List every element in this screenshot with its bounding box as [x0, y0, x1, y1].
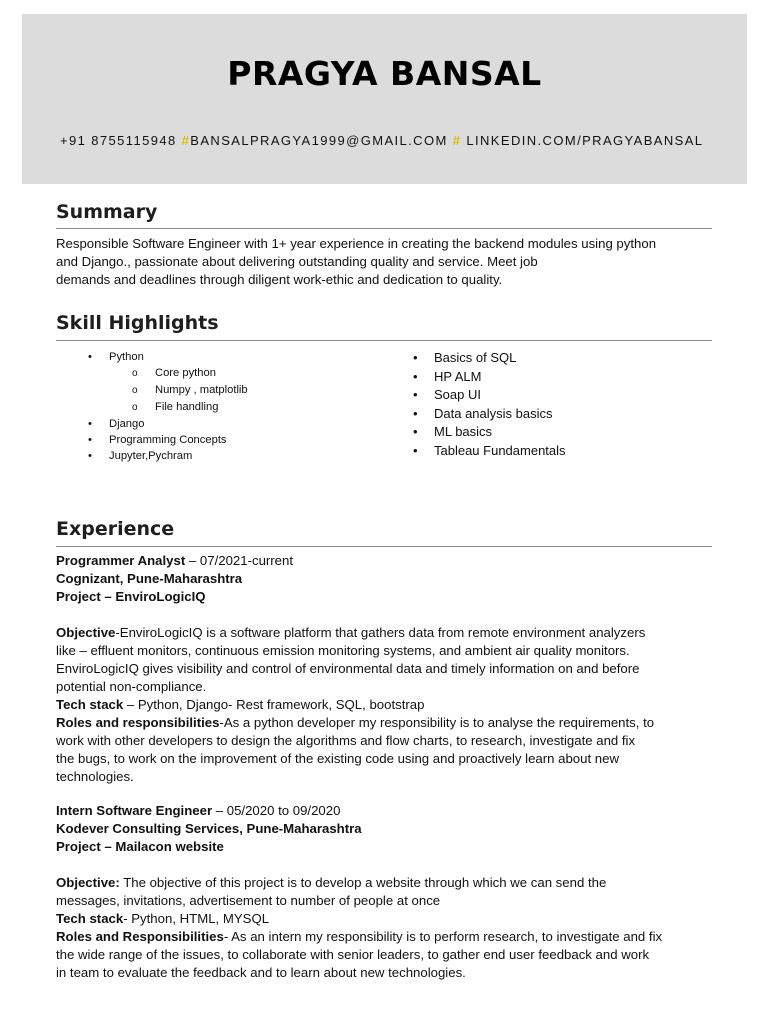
skill-item: • Basics of SQL — [413, 349, 566, 368]
summary-line: demands and deadlines through diligent work-ethic and dedication to quality. — [56, 272, 503, 287]
job-company: Kodever Consulting Services, Pune-Maharashtra — [56, 821, 362, 836]
job-dates: – 05/2020 to 09/2020 — [212, 803, 341, 818]
skill-subitem: o File handling — [88, 399, 248, 416]
bullet-icon: • — [88, 450, 92, 462]
bullet-icon: • — [413, 424, 418, 440]
roles-line: technologies. — [56, 769, 134, 784]
tech-stack-label: Tech stack — [56, 697, 124, 712]
skills-heading: Skill Highlights — [56, 312, 219, 334]
bullet-icon: • — [88, 351, 92, 363]
section-divider — [56, 340, 712, 341]
objective-line: Objective-EnviroLogicIQ is a software platform that gathers data from remote environment analyzers — [56, 625, 646, 640]
summary-line: and Django., passionate about delivering outstanding quality and service. Meet job — [56, 254, 538, 269]
skills-list-left — [88, 349, 248, 464]
sub-bullet-icon: o — [132, 402, 138, 413]
skills-list-right — [413, 349, 566, 461]
roles-label: Roles and responsibilities — [56, 715, 220, 730]
summary-heading: Summary — [56, 201, 158, 223]
objective-line: messages, invitations, advertisement to number of people at once — [56, 893, 441, 908]
summary-text — [56, 235, 716, 289]
tech-stack-line: Tech stack- Python, HTML, MYSQL — [56, 911, 270, 926]
skill-item: • Python — [88, 351, 144, 363]
tech-stack-label: Tech stack — [56, 911, 124, 926]
bullet-icon: • — [413, 350, 418, 365]
contact-separator: # — [181, 133, 191, 148]
bullet-icon: • — [413, 368, 418, 384]
roles-line: work with other developers to design the algorithms and flow charts, to research, investigate and fix — [56, 733, 636, 748]
objective-label: Objective: — [56, 875, 120, 890]
tech-stack-line: Tech stack – Python, Django- Rest framework, SQL, bootstrap — [56, 697, 425, 712]
skill-item: • Programming Concepts — [88, 434, 227, 446]
section-divider — [56, 546, 712, 547]
objective-line: Objective: The objective of this project is to develop a website through which we can send the — [56, 875, 607, 890]
contact-separator: # — [452, 133, 462, 148]
resume-header — [22, 14, 747, 184]
job-project: Project – EnviroLogicIQ — [56, 589, 206, 604]
objective-label: Objective — [56, 625, 116, 640]
linkedin-url: LINKEDIN.COM/PRAGYABANSAL — [466, 133, 704, 148]
email-address: BANSALPRAGYA1999@GMAIL.COM — [190, 133, 448, 148]
skill-item: • Soap UI — [413, 386, 566, 405]
bullet-icon: • — [88, 434, 92, 446]
bullet-icon: • — [88, 418, 92, 430]
job-role: Programmer Analyst — [56, 553, 186, 568]
objective-line: EnviroLogicIQ gives visibility and control of environmental data and timely information on and before — [56, 661, 640, 676]
job-title-line — [56, 802, 716, 820]
spacer — [56, 856, 716, 874]
experience-entry-1 — [56, 552, 716, 786]
skill-subitem: o Numpy , matplotlib — [88, 382, 248, 399]
bullet-icon: • — [413, 442, 418, 458]
skill-item: • Data analysis basics — [413, 405, 566, 424]
experience-entry-2 — [56, 802, 716, 982]
summary-line: Responsible Software Engineer with 1+ year experience in creating the backend modules using python — [56, 236, 657, 251]
skill-item: • ML basics — [413, 423, 566, 442]
contact-line — [60, 133, 703, 148]
job-company: Cognizant, Pune-Maharashtra — [56, 571, 243, 586]
roles-line: Roles and responsibilities-As a python developer my responsibility is to analyse the requirements, to — [56, 715, 655, 730]
job-title-line — [56, 552, 716, 570]
objective-line: potential non-compliance. — [56, 679, 207, 694]
job-dates: – 07/2021-current — [185, 553, 294, 568]
candidate-name: PRAGYA BANSAL — [227, 54, 542, 93]
roles-line: the wide range of the issues, to collaborate with senior leaders, to gather end user feedback and work — [56, 947, 650, 962]
objective-line: like – effluent monitors, continuous emission monitoring systems, and ambient air quality monitors. — [56, 643, 630, 658]
skill-item: • Tableau Fundamentals — [413, 442, 566, 461]
skill-item: • Django — [88, 418, 145, 430]
skill-item: • HP ALM — [413, 368, 566, 387]
experience-heading: Experience — [56, 518, 175, 540]
job-project: Project – Mailacon website — [56, 839, 224, 854]
bullet-icon: • — [413, 405, 418, 421]
roles-line: in team to evaluate the feedback and to learn about new technologies. — [56, 965, 466, 980]
phone-number: +91 8755115948 — [60, 133, 177, 148]
sub-bullet-icon: o — [132, 385, 138, 396]
skill-subitem: o Core python — [88, 365, 248, 382]
skill-item: • Jupyter,Pychram — [88, 450, 193, 462]
roles-line: the bugs, to work on the improvement of the existing code using and proactively learn about new — [56, 751, 619, 766]
section-divider — [56, 228, 712, 229]
bullet-icon: • — [413, 387, 418, 403]
spacer — [56, 606, 716, 624]
sub-bullet-icon: o — [132, 368, 138, 379]
roles-line: Roles and Responsibilities- As an intern my responsibility is to perform research, to investigate and fix — [56, 929, 663, 944]
roles-label: Roles and Responsibilities — [56, 929, 224, 944]
job-role: Intern Software Engineer — [56, 803, 213, 818]
